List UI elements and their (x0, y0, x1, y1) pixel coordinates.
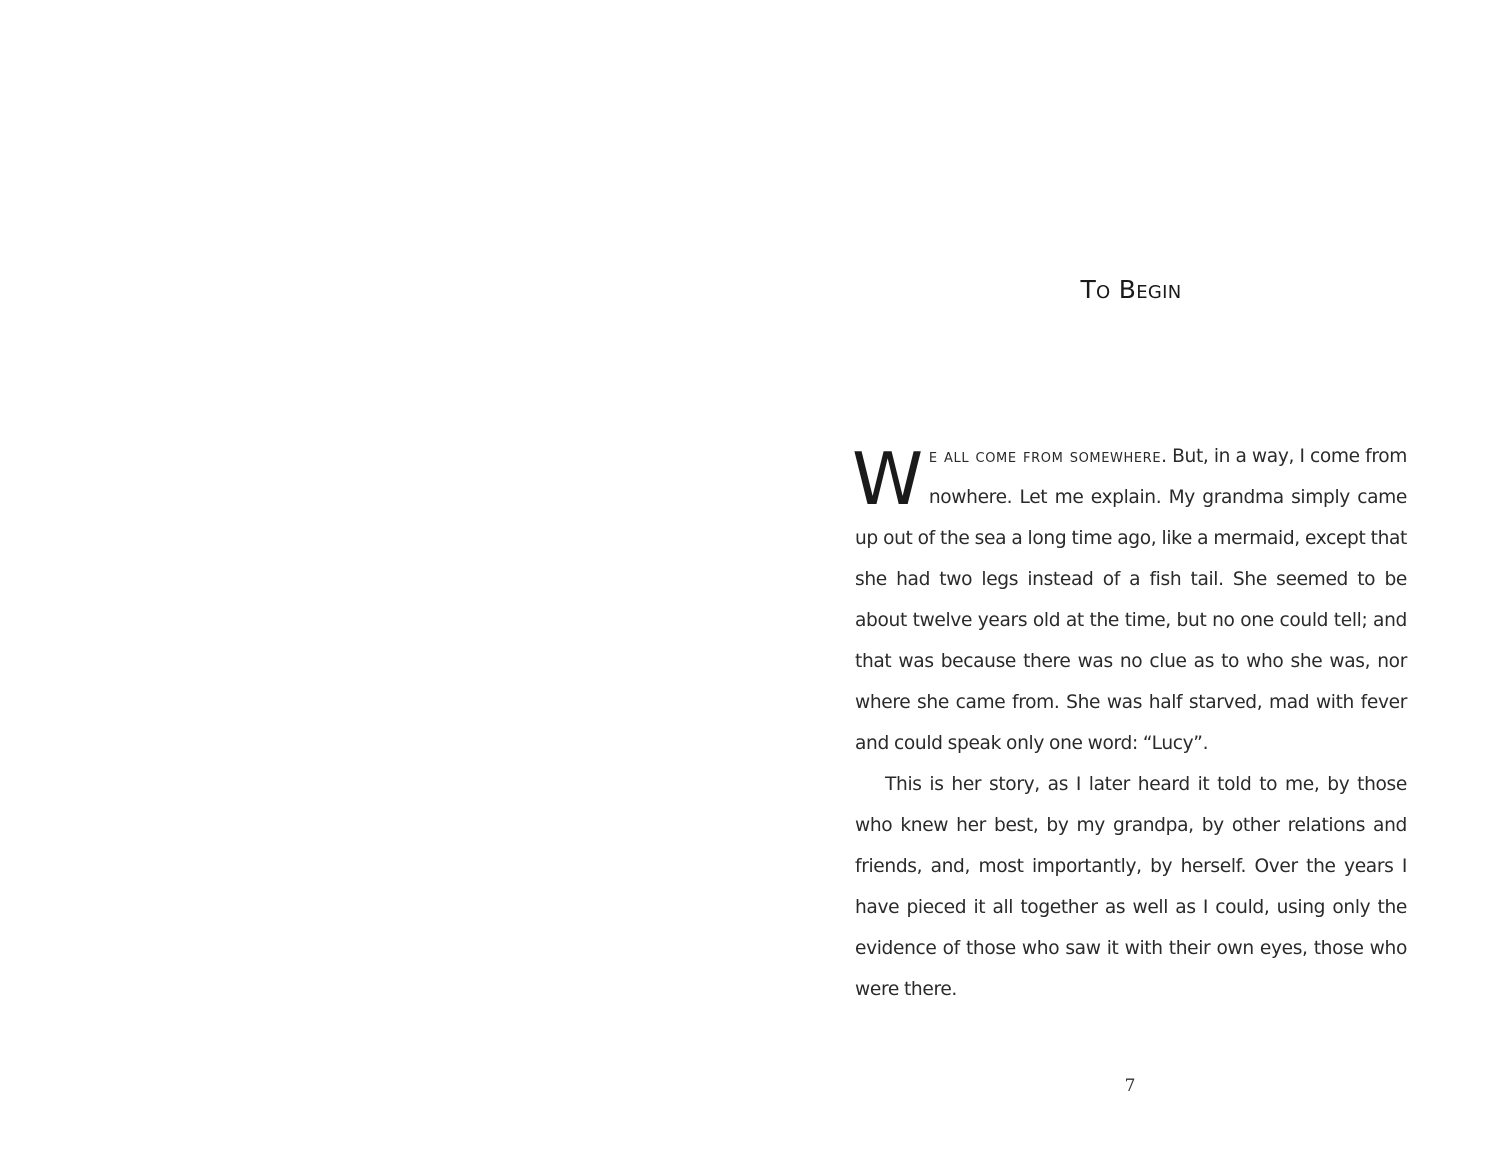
page-number: 7 (1124, 1076, 1136, 1096)
chapter-text (852, 436, 1407, 1010)
paragraph-2: This is her story, as I later heard it told to me, by those who knew her best, by my grandpa, by other relations and friends, and, most importantly, by herself. Over the years I have pieced it all together as well as I could, using only the evidence of those who saw it with their own eyes, those who were there. (855, 774, 1407, 1000)
paragraph-1 (852, 436, 1407, 764)
drop-cap: W (852, 437, 923, 521)
chapter-title: To Begin (1080, 275, 1182, 304)
paragraph-1-text: . But, in a way, I come from nowhere. Let me explain. My grandma simply came up out of the sea a long time ago, like a mermaid, except that she had two legs instead of a fish tail. She seemed to be about twelve years old at the time, but no one could tell; and that was because there was no clue as to who she was, nor where she came from. She was half starved, mad with fever and could speak only one word: “Lucy”. (855, 446, 1407, 754)
lead-in-small-caps: e all come from somewhere (928, 446, 1162, 467)
